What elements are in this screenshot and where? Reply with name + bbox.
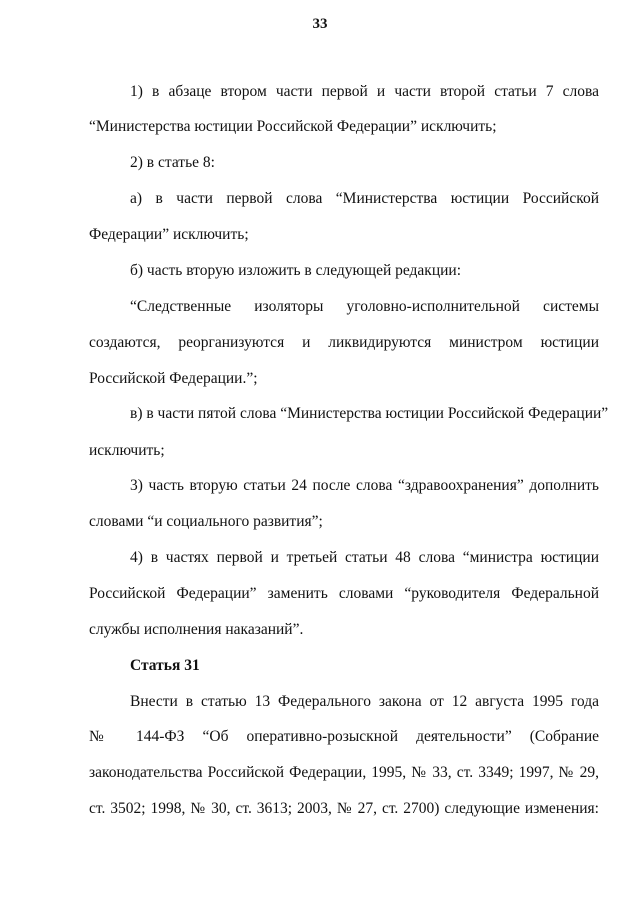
paragraph-line: 3) часть вторую статьи 24 после слова “здравоохранения” дополнить	[130, 477, 599, 494]
paragraph-line: Российской Федерации.”;	[89, 370, 258, 387]
paragraph-line: Внести в статью 13 Федерального закона от 12 августа 1995 года	[130, 693, 599, 710]
paragraph-line: в) в части пятой слова “Министерства юстиции Российской Федерации”	[130, 405, 609, 422]
paragraph-line: исключить;	[89, 442, 165, 459]
paragraph-line: “Министерства юстиции Российской Федерации” исключить;	[89, 118, 497, 135]
article-heading: Статья 31	[130, 657, 200, 674]
paragraph-line: службы исполнения наказаний”.	[89, 621, 304, 638]
paragraph-line: 1) в абзаце втором части первой и части второй статьи 7 слова	[130, 83, 599, 100]
paragraph-line: Федерации” исключить;	[89, 226, 249, 243]
paragraph-line: Российской Федерации” заменить словами “руководителя Федеральной	[89, 585, 599, 602]
page-number: 33	[312, 16, 328, 32]
paragraph-line: № 144-ФЗ “Об оперативно-розыскной деятельности” (Собрание	[89, 728, 599, 745]
paragraph-line: 4) в частях первой и третьей статьи 48 слова “министра юстиции	[130, 549, 599, 566]
paragraph-line: “Следственные изоляторы уголовно-исполнительной системы	[130, 298, 599, 315]
paragraph-line: 2) в статье 8:	[130, 154, 215, 171]
paragraph-line: а) в части первой слова “Министерства юстиции Российской	[130, 190, 599, 207]
paragraph-line: законодательства Российской Федерации, 1995, № 33, ст. 3349; 1997, № 29,	[89, 764, 599, 781]
paragraph-line: б) часть вторую изложить в следующей редакции:	[130, 262, 462, 279]
paragraph-line: ст. 3502; 1998, № 30, ст. 3613; 2003, № 27, ст. 2700) следующие изменения:	[89, 800, 599, 817]
paragraph-line: словами “и социального развития”;	[89, 513, 323, 530]
paragraph-line: создаются, реорганизуются и ликвидируются министром юстиции	[89, 334, 599, 351]
